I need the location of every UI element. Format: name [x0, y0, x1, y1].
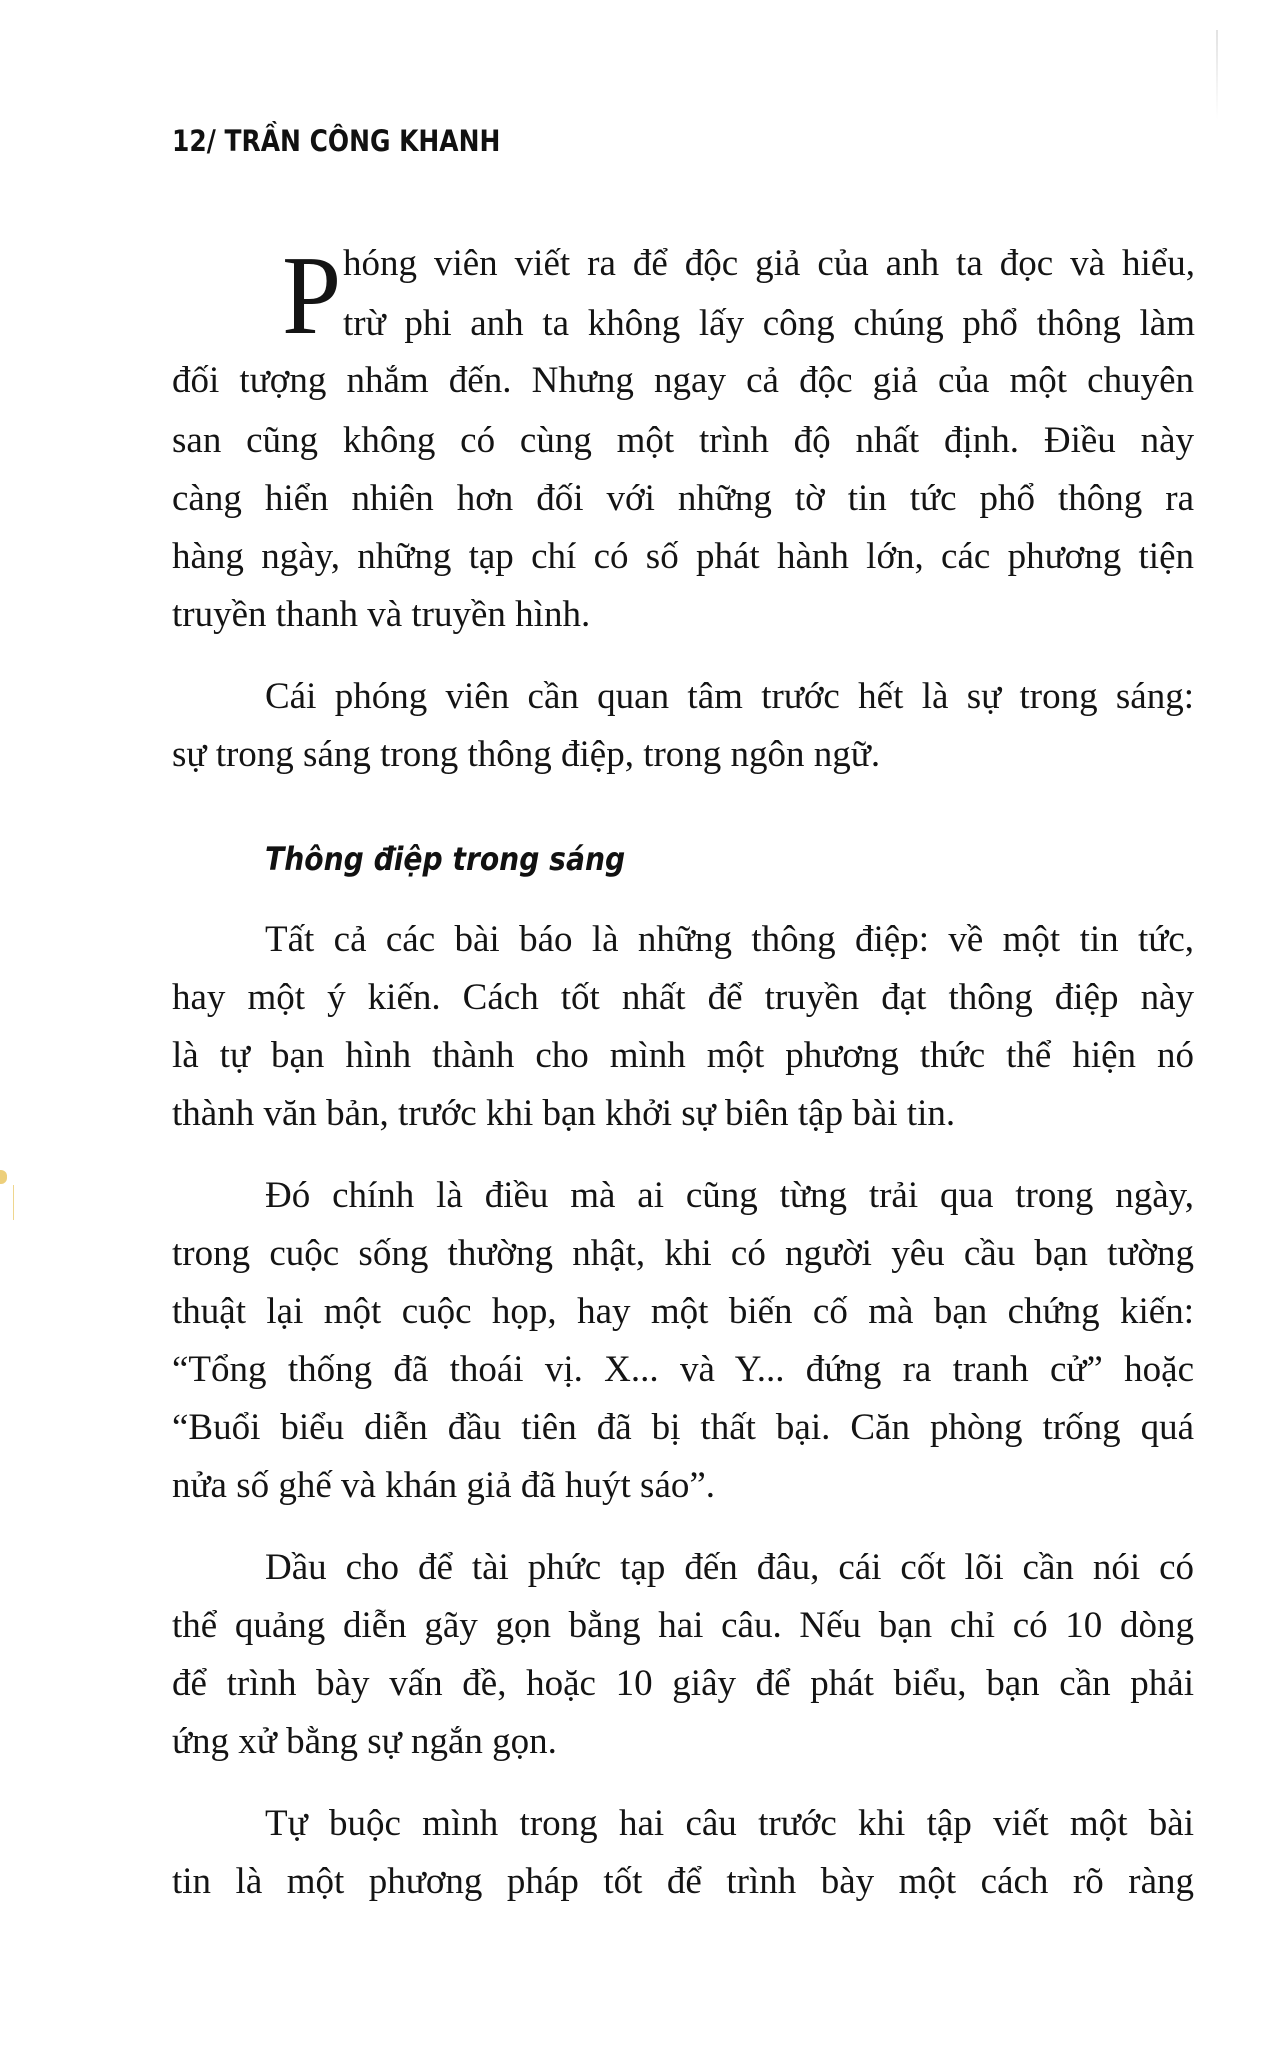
text-line: Dầu cho để tài phức tạp đến đâu, cái cốt lõi cần nói có — [265, 1547, 1194, 1588]
text-line: Đó chính là điều mà ai cũng từng trải qua trong ngày, — [265, 1175, 1194, 1216]
text-line: thuật lại một cuộc họp, hay một biến cố mà bạn chứng kiến: — [172, 1291, 1194, 1332]
text-line: Tất cả các bài báo là những thông điệp: về một tin tức, — [265, 919, 1194, 960]
text-line: là tự bạn hình thành cho mình một phương thức thể hiện nó — [172, 1035, 1194, 1076]
margin-thread — [13, 1185, 14, 1220]
text-line: thể quảng diễn gãy gọn bằng hai câu. Nếu bạn chỉ có 10 dòng — [172, 1605, 1194, 1646]
section-subheading: Thông điệp trong sáng — [265, 840, 626, 878]
page-edge-shadow — [1216, 30, 1218, 120]
text-line: “Tổng thống đã thoái vị. X... và Y... đứng ra tranh cử” hoặc — [172, 1349, 1194, 1390]
text-line: trong cuộc sống thường nhật, khi có người yêu cầu bạn tường — [172, 1233, 1194, 1274]
text-line: nửa số ghế và khán giả đã huýt sáo”. — [172, 1465, 716, 1506]
text-line: hóng viên viết ra để độc giả của anh ta đọc và hiểu, — [343, 243, 1195, 284]
text-line: Tự buộc mình trong hai câu trước khi tập viết một bài — [265, 1803, 1194, 1844]
text-line: sự trong sáng trong thông điệp, trong ngôn ngữ. — [172, 734, 881, 775]
drop-cap: P — [282, 234, 342, 358]
text-line: truyền thanh và truyền hình. — [172, 594, 591, 635]
margin-stain — [0, 1170, 7, 1184]
text-line: san cũng không có cùng một trình độ nhất định. Điều này — [172, 420, 1194, 461]
text-line: thành văn bản, trước khi bạn khởi sự biên tập bài tin. — [172, 1093, 956, 1134]
text-line: đối tượng nhắm đến. Nhưng ngay cả độc giả của một chuyên — [172, 360, 1194, 401]
running-head: 12/ TRẦN CÔNG KHANH — [172, 124, 501, 158]
text-line: càng hiển nhiên hơn đối với những tờ tin tức phổ thông ra — [172, 478, 1194, 519]
text-line: ứng xử bằng sự ngắn gọn. — [172, 1721, 557, 1762]
text-line: “Buổi biểu diễn đầu tiên đã bị thất bại. Căn phòng trống quá — [172, 1407, 1194, 1448]
text-line: tin là một phương pháp tốt để trình bày một cách rõ ràng — [172, 1861, 1194, 1902]
text-line: Cái phóng viên cần quan tâm trước hết là sự trong sáng: — [265, 676, 1194, 717]
text-line: trừ phi anh ta không lấy công chúng phổ thông làm — [343, 303, 1195, 344]
text-line: để trình bày vấn đề, hoặc 10 giây để phát biểu, bạn cần phải — [172, 1663, 1194, 1704]
text-line: hay một ý kiến. Cách tốt nhất để truyền đạt thông điệp này — [172, 977, 1194, 1018]
text-line: hàng ngày, những tạp chí có số phát hành lớn, các phương tiện — [172, 536, 1194, 577]
